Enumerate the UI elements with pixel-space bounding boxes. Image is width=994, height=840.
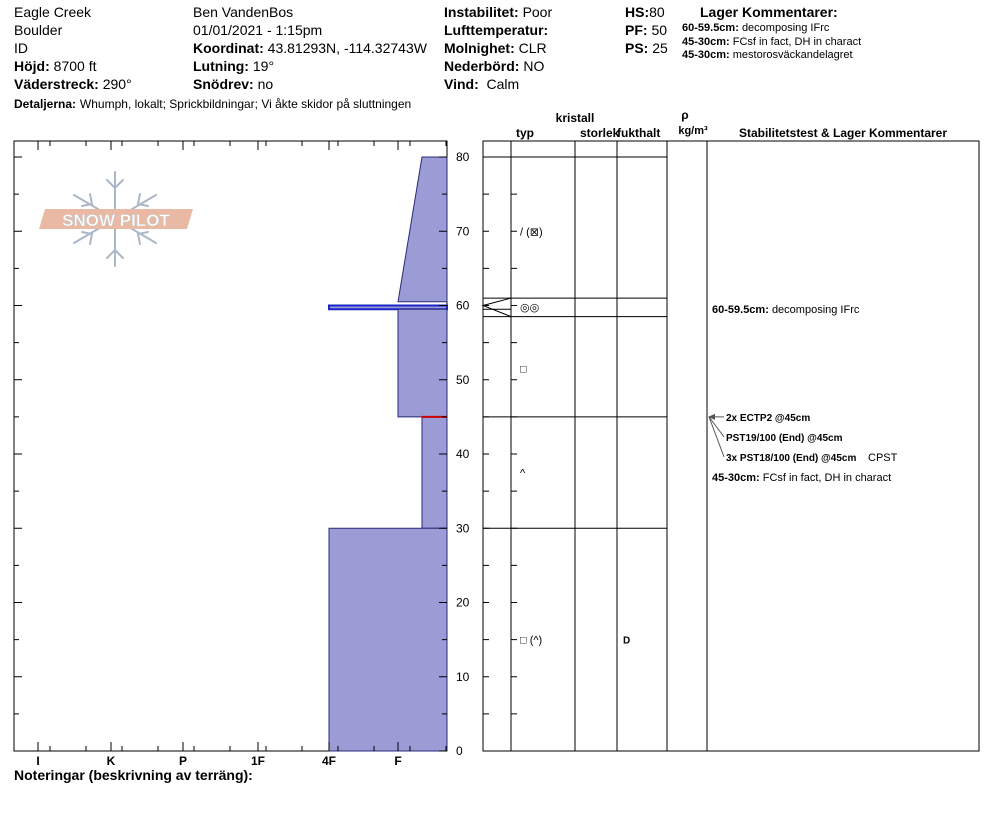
pf-value: 50 — [651, 22, 668, 38]
layer-comments-title: Lager Kommentarer: — [700, 4, 838, 20]
col-size: storlek — [580, 126, 620, 140]
depth-tick-label: 20 — [456, 595, 470, 610]
stability-test-extra: CPST — [868, 451, 898, 464]
depth-tick-label: 10 — [456, 669, 470, 684]
logo-text: SNOW PILOT — [62, 211, 170, 230]
elevation-value: 8700 ft — [53, 58, 97, 74]
coord-value: 43.81293N, -114.32743W — [267, 40, 427, 56]
hardness-layer — [398, 157, 447, 302]
layer-comment-3-range: 45-30cm: — [682, 49, 730, 61]
observation-datetime: 01/01/2021 - 1:15pm — [193, 22, 323, 38]
thin-layer-connector — [483, 298, 511, 317]
aspect-label: Väderstreck: — [14, 76, 99, 92]
stability-value: Poor — [522, 4, 553, 20]
precip-value: NO — [523, 58, 545, 74]
details-value: Whumph, lokalt; Sprickbildningar; Vi åkte skidor på sluttningen — [79, 97, 412, 111]
sky-label: Molnighet: — [444, 40, 515, 56]
col-moisture: fukthalt — [617, 126, 661, 140]
depth-tick-label: 70 — [456, 224, 470, 239]
location-range: Boulder — [14, 22, 63, 38]
ps-label: PS: — [625, 40, 649, 56]
depth-tick-label: 40 — [456, 447, 470, 461]
test-leader — [709, 417, 724, 437]
layer-comment-3-text: mestorosväckandelagret — [732, 49, 853, 61]
col-crystal: kristall — [555, 111, 595, 125]
coord-label: Koordinat: — [193, 40, 264, 56]
layer-comment-2-range: 45-30cm: — [682, 36, 730, 48]
depth-tick-label: 30 — [456, 521, 470, 536]
slope-label: Lutning: — [193, 58, 249, 74]
hs-value: 80 — [649, 4, 665, 20]
hs-label: HS: — [625, 4, 650, 20]
snow-pilot-logo — [39, 172, 193, 266]
wind-label: Vind: — [444, 76, 479, 92]
notes-label: Noteringar (beskrivning av terräng): — [14, 767, 253, 783]
hardness-tick-label: K — [106, 754, 116, 768]
stability-label: Instabilitet: — [444, 4, 519, 20]
hardness-layer — [422, 417, 447, 528]
wind-loading-label: Snödrev: — [193, 76, 254, 92]
hardness-layer — [398, 309, 447, 417]
wind-loading-value: no — [257, 76, 274, 92]
stability-test: 3x PST18/100 (End) @45cm — [726, 452, 857, 464]
stability-test: 2x ECTP2 @45cm — [726, 412, 811, 424]
depth-tick-label: 50 — [456, 372, 470, 387]
col-tests: Stabilitetstest & Lager Kommentarer — [738, 126, 948, 140]
depth-tick-label: 0 — [456, 744, 463, 758]
depth-tick-label: 60 — [456, 298, 470, 313]
aspect-value: 290° — [102, 76, 132, 92]
elevation-label: Höjd: — [14, 58, 50, 74]
ps-value: 25 — [652, 40, 668, 56]
col-density-symbol: ρ — [681, 108, 689, 122]
col-density-unit: kg/m³ — [678, 125, 708, 137]
hardness-tick-label: F — [394, 754, 402, 768]
hardness-tick-label: I — [36, 754, 40, 768]
stability-test: PST19/100 (End) @45cm — [726, 432, 843, 444]
observer-name: Ben VandenBos — [193, 4, 294, 20]
layer-moisture: D — [623, 635, 631, 647]
crystal-table — [483, 141, 979, 751]
air-temp-label: Lufttemperatur: — [444, 22, 549, 38]
layer-label: 60-59.5cm: decomposing IFrc — [712, 304, 860, 317]
layer-grain-type: □ (^) — [520, 634, 543, 647]
test-arrow-icon — [708, 414, 715, 420]
layer-label: 45-30cm: FCsf in fact, DH in charact — [712, 471, 892, 484]
layer-grain-type: □ — [520, 363, 527, 376]
slope-value: 19° — [252, 58, 275, 74]
layer-comment-1-range: 60-59.5cm: — [682, 22, 739, 34]
layer-grain-type: ^ — [520, 467, 526, 480]
layer-grain-type: ◎◎ — [520, 301, 540, 314]
test-leader — [709, 417, 724, 457]
wind-value: Calm — [486, 76, 520, 92]
location-state: ID — [14, 40, 28, 56]
hardness-layer — [329, 306, 447, 310]
layer-grain-type: / (⊠) — [520, 226, 543, 239]
location-name: Eagle Creek — [14, 4, 92, 20]
depth-tick-label: 80 — [456, 150, 470, 164]
precip-label: Nederbörd: — [444, 58, 520, 74]
layer-comment-2-text: FCsf in fact, DH in charact — [732, 36, 862, 48]
hardness-tick-label: 4F — [321, 754, 337, 768]
col-type: typ — [516, 126, 534, 140]
pf-label: PF: — [625, 22, 648, 38]
details-label: Detaljerna: — [14, 97, 77, 111]
sky-value: CLR — [518, 40, 547, 56]
layer-comment-1-text: decomposing IFrc — [741, 22, 830, 34]
hardness-tick-label: 1F — [250, 754, 266, 768]
hardness-tick-label: P — [178, 754, 188, 768]
hardness-layer — [329, 528, 447, 751]
